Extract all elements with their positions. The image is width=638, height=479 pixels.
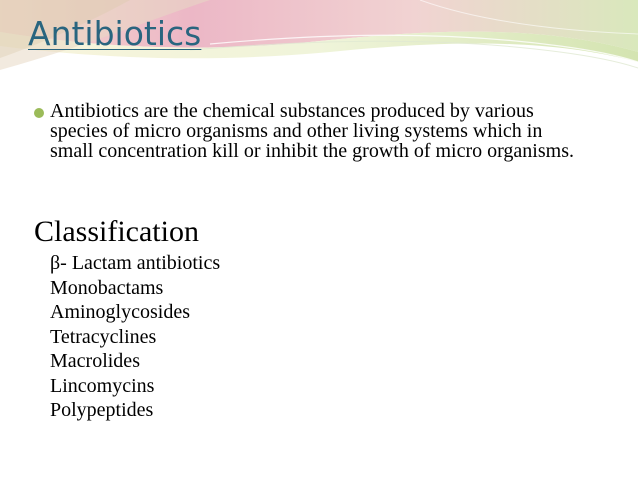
classification-list: [50, 251, 220, 423]
list-item: Lincomycins: [50, 374, 155, 397]
slide-title: Antibiotics: [28, 14, 202, 53]
list-item: β- Lactam antibiotics: [50, 252, 221, 274]
list-item: Macrolides: [50, 350, 140, 372]
bullet-marker: [34, 108, 44, 118]
list-item: Polypeptides: [50, 399, 154, 421]
list-item: Aminoglycosides: [50, 301, 190, 323]
definition-text: Antibiotics are the chemical substances produced by various species of micro organisms and other living systems which in small concentration kill or inhibit the growth of micro organisms.: [50, 100, 574, 162]
list-item: Tetracyclines: [50, 325, 157, 348]
classification-heading: Classification: [34, 215, 199, 248]
list-item: Monobactams: [50, 276, 164, 299]
